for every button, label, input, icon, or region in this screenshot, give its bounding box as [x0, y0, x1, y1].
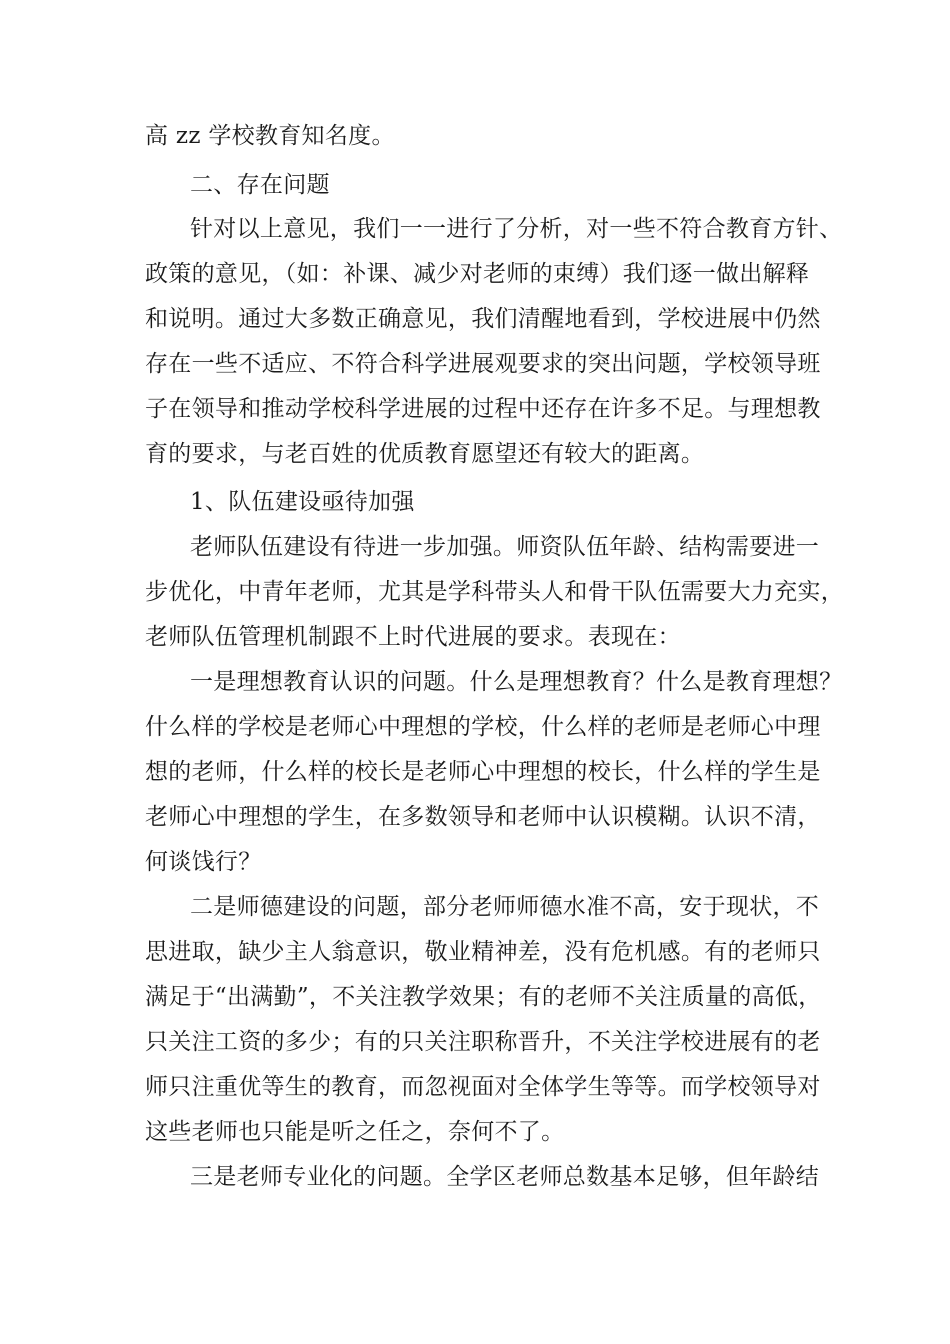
text-line: 只关注工资的多少；有的只关注职称晋升，不关注学校进展有的老 [145, 1029, 821, 1055]
text-line: 何谈饯行？ [145, 849, 262, 875]
text-line: 政策的意见，（如：补课、减少对老师的束缚）我们逐一做出解释 [145, 261, 810, 287]
text-line: 这些老师也只能是听之任之，奈何不了。 [145, 1119, 565, 1145]
text-line: 针对以上意见，我们一一进行了分析，对一些不符合教育方针、 [190, 216, 843, 242]
text-line: 思进取，缺少主人翁意识，敬业精神差，没有危机感。有的老师只 [145, 939, 821, 965]
text-line: 步优化，中青年老师，尤其是学科带头人和骨干队伍需要大力充实， [145, 579, 844, 605]
subsection-heading: 1、队伍建设亟待加强 [190, 489, 415, 515]
text-line: 子在领导和推动学校科学进展的过程中还存在许多不足。与理想教 [145, 396, 821, 422]
text-line: 一是理想教育认识的问题。什么是理想教育？什么是教育理想？ [190, 669, 843, 695]
text-line: 育的要求，与老百姓的优质教育愿望还有较大的距离。 [145, 441, 705, 467]
text-line: 老师队伍管理机制跟不上时代进展的要求。表现在： [145, 624, 681, 650]
text-line: 二是师德建设的问题，部分老师师德水准不高，安于现状，不 [190, 894, 820, 920]
section-heading: 二、存在问题 [190, 172, 330, 198]
text-line: 想的老师，什么样的校长是老师心中理想的校长，什么样的学生是 [145, 759, 821, 785]
text-line: 老师队伍建设有待进一步加强。师资队伍年龄、结构需要进一 [190, 534, 820, 560]
text-line: 三是老师专业化的问题。全学区老师总数基本足够，但年龄结 [190, 1164, 820, 1190]
text-line: 存在一些不适应、不符合科学进展观要求的突出问题，学校领导班 [145, 351, 821, 377]
text-line: 和说明。通过大多数正确意见，我们清醒地看到，学校进展中仍然 [145, 306, 821, 332]
text-line: 什么样的学校是老师心中理想的学校，什么样的老师是老师心中理 [145, 714, 821, 740]
text-line: 老师心中理想的学生，在多数领导和老师中认识模糊。认识不清， [145, 804, 821, 830]
text-line: 满足于“出满勤”，不关注教学效果；有的老师不关注质量的高低， [145, 984, 822, 1010]
text-line: 师只注重优等生的教育，而忽视面对全体学生等等。而学校领导对 [145, 1074, 821, 1100]
text-line: 高 zz 学校教育知名度。 [145, 123, 395, 149]
